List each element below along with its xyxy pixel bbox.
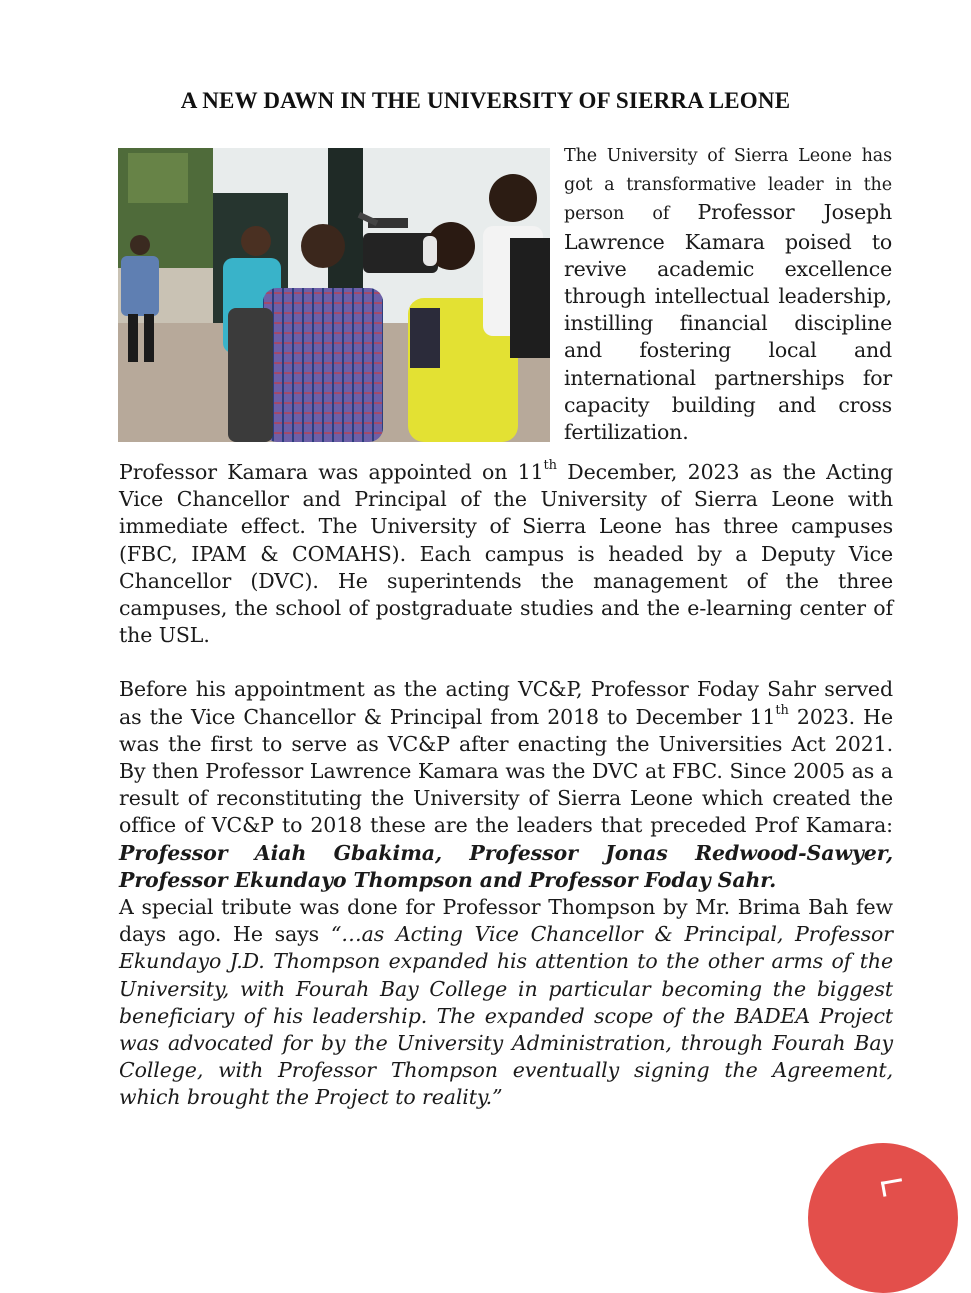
intro-lead-text: The University of Sierra Leone has got a transformative leader in the person of: [564, 146, 892, 225]
intro-paragraph: [564, 141, 892, 446]
intro-main-text: Professor Joseph Lawrence Kamara poised to revive academic excellence through intellectual leadership, instilling financial discipline and fostering local and international partnerships for capacity building and cross fertilization.: [564, 200, 892, 445]
leaders-list: Professor Aiah Gbakima, Professor Jonas Redwood-Sawyer, Professor Ekundayo Thompson and Professor Foday Sahr.: [119, 840, 893, 892]
paragraph-history: Before his appointment as the acting VC&P, Professor Foday Sahr served as the Vice Chancellor & Principal from 2018 to December 11th 2023. He was the first to serve as VC&P after enacting the Universities Act 2021. By then Professor Lawrence Kamara was the DVC at FBC. Since 2005 as a result of reconstituting the University of Sierra Leone which created the office of VC&P to 2018 these are the leaders that preceded Prof Kamara: Professor Aiah Gbakima, Professor Jonas Redwood-Sawyer, Professor Ekundayo Thompson and Professor Foday Sahr.: [119, 677, 893, 892]
paragraph-appointment: Professor Kamara was appointed on 11th December, 2023 as the Acting Vice Chancellor and Principal of the University of Sierra Leone with immediate effect. The University of Sierra Leone has three campuses (FBC, IPAM & COMAHS). Each campus is headed by a Deputy Vice Chancellor (DVC). He superintends the management of the three campuses, the school of postgraduate studies and the e-learning center of the USL.: [119, 458, 893, 648]
paragraph-tribute: A special tribute was done for Professor Thompson by Mr. Brima Bah few days ago. He says “…as Acting Vice Chancellor & Principal, Professor Ekundayo J.D. Thompson expanded his attention to the other arms of the University, with Fourah Bay College in particular becoming the biggest beneficiary of his leadership. The expanded scope of the BADEA Project was advocated for by the University Administration, through Fourah Bay College, with Professor Thompson eventually signing the Agreement, which brought the Project to reality.”: [119, 895, 893, 1110]
news-photo: [118, 148, 550, 442]
tribute-quote: “…as Acting Vice Chancellor & Principal, Professor Ekundayo J.D. Thompson expanded his attention to the other arms of the University, with Fourah Bay College in particular becoming the biggest beneficiary of his leadership. The expanded scope of the BADEA Project was advocated for by the University Administration, through Fourah Bay College, with Professor Thompson eventually signing the Agreement, which brought the Project to reality.”: [119, 922, 893, 1110]
page-title: A NEW DAWN IN THE UNIVERSITY OF SIERRA LEONE: [180, 88, 791, 113]
article-body: [119, 459, 893, 1112]
action-button[interactable]: [808, 1143, 958, 1293]
